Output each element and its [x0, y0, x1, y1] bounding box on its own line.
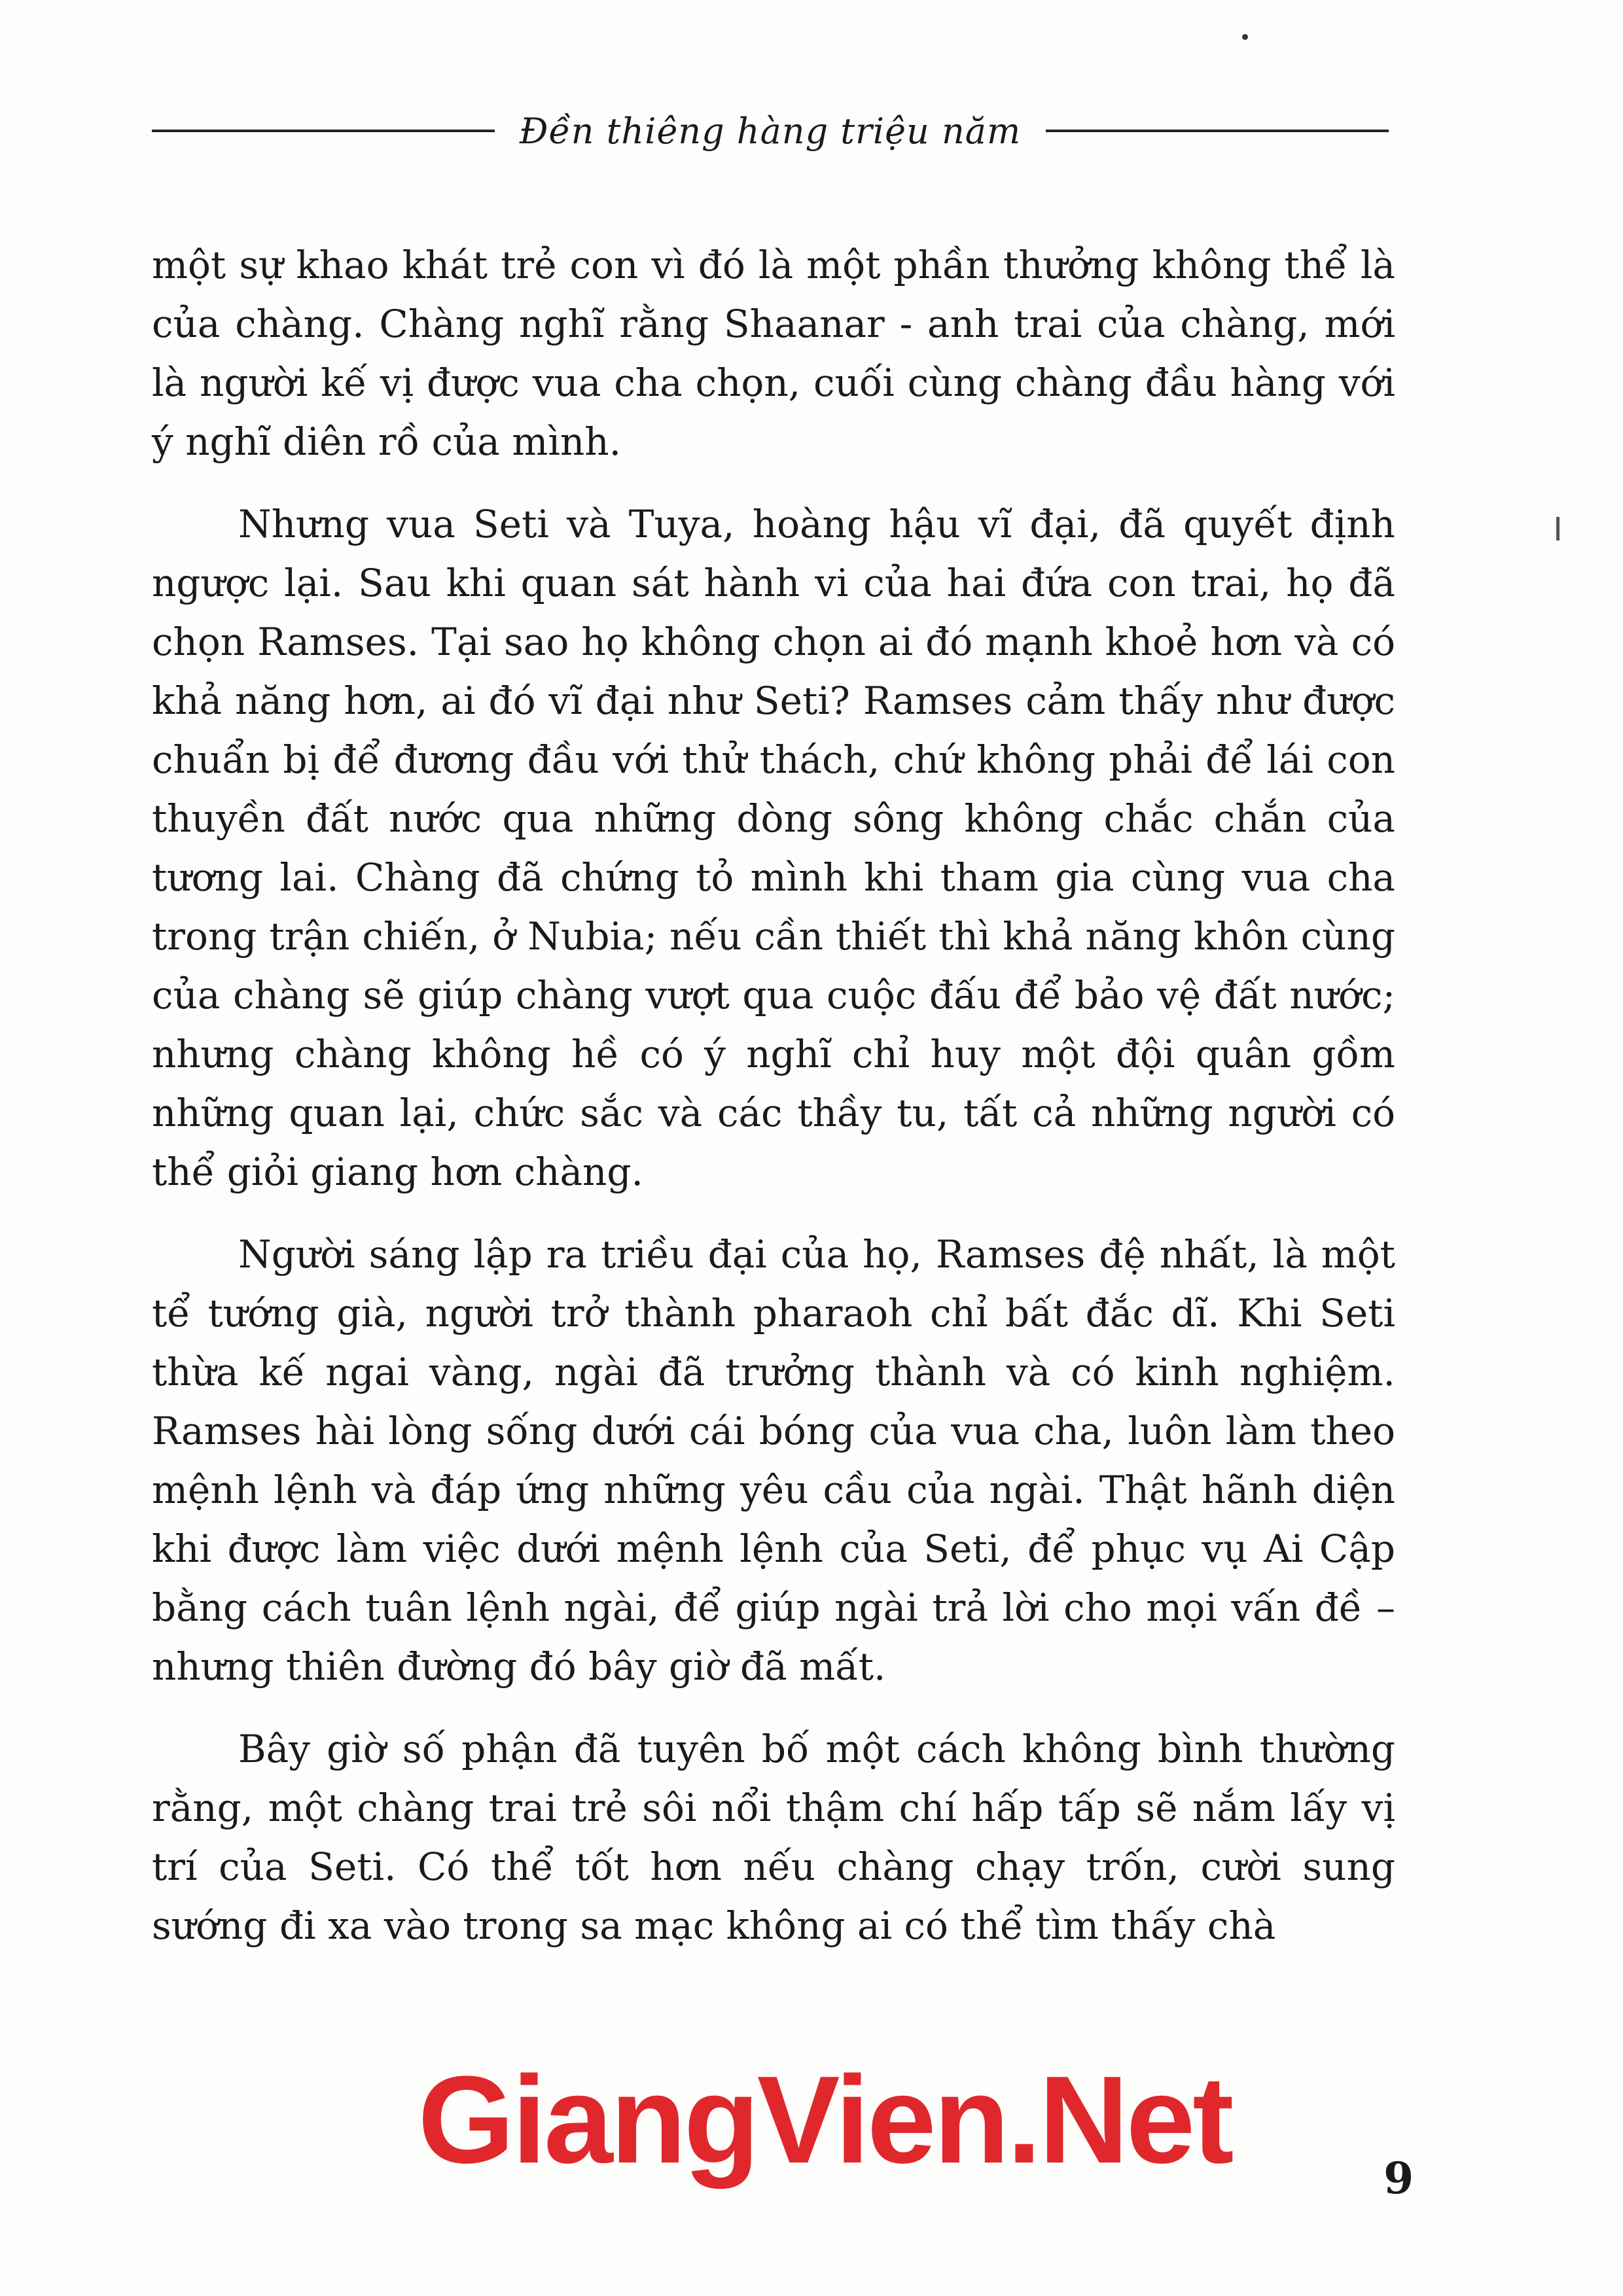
header-rule-left: [152, 130, 495, 132]
header-rule-right: [1046, 130, 1389, 132]
paragraph-2: Nhưng vua Seti và Tuya, hoàng hậu vĩ đại, đã quyết định ngược lại. Sau khi quan sát hành vi của hai đứa con trai, họ đã chọn Ramses. Tại sao họ không chọn ai đó mạnh khoẻ hơn và có khả năng hơn, ai đó vĩ đại như Seti? Ramses cảm thấy như được chuẩn bị để đương đầu với thử thách, chứ không phải để lái con thuyền đất nước qua những dòng sông không chắc chắn của tương lai. Chàng đã chứng tỏ mình khi tham gia cùng vua cha trong trận chiến, ở Nubia; nếu cần thiết thì khả năng khôn cùng của chàng sẽ giúp chàng vượt qua cuộc đấu để bảo vệ đất nước; nhưng chàng không hề có ý nghĩ chỉ huy một đội quân gồm những quan lại, chức sắc và các thầy tu, tất cả những người có thể giỏi giang hơn chàng.: [152, 502, 1395, 1194]
running-header: [152, 105, 1389, 157]
paragraph-3: Người sáng lập ra triều đại của họ, Ramses đệ nhất, là một tể tướng già, người trở thành pharaoh chỉ bất đắc dĩ. Khi Seti thừa kế ngai vàng, ngài đã trưởng thành và có kinh nghiệm. Ramses hài lòng sống dưới cái bóng của vua cha, luôn làm theo mệnh lệnh và đáp ứng những yêu cầu của ngài. Thật hãnh diện khi được làm việc dưới mệnh lệnh của Seti, để phục vụ Ai Cập bằng cách tuân lệnh ngài, để giúp ngài trả lời cho mọi vấn đề – nhưng thiên đường đó bây giờ đã mất.: [152, 1232, 1395, 1689]
paragraph-1: một sự khao khát trẻ con vì đó là một phần thưởng không thể là của chàng. Chàng nghĩ rằng Shaanar - anh trai của chàng, mới là người kế vị được vua cha chọn, cuối cùng chàng đầu hàng với ý nghĩ diên rồ của mình.: [152, 243, 1395, 464]
paragraph-4: Bây giờ số phận đã tuyên bố một cách không bình thường rằng, một chàng trai trẻ sôi nổi thậm chí hấp tấp sẽ nắm lấy vị trí của Seti. Có thể tốt hơn nếu chàng chạy trốn, cười sung sướng đi xa vào trong sa mạc không ai có thể tìm thấy chà: [152, 1727, 1395, 1948]
page-number: 9: [1383, 2153, 1414, 2204]
header-title: Đền thiêng hàng triệu năm: [519, 110, 1022, 152]
body-text: [152, 236, 1395, 1979]
watermark-logo: GiangVien.Net: [497, 2048, 1152, 2192]
scan-edge-mark: [1556, 517, 1560, 540]
scan-speck: [1242, 34, 1248, 40]
